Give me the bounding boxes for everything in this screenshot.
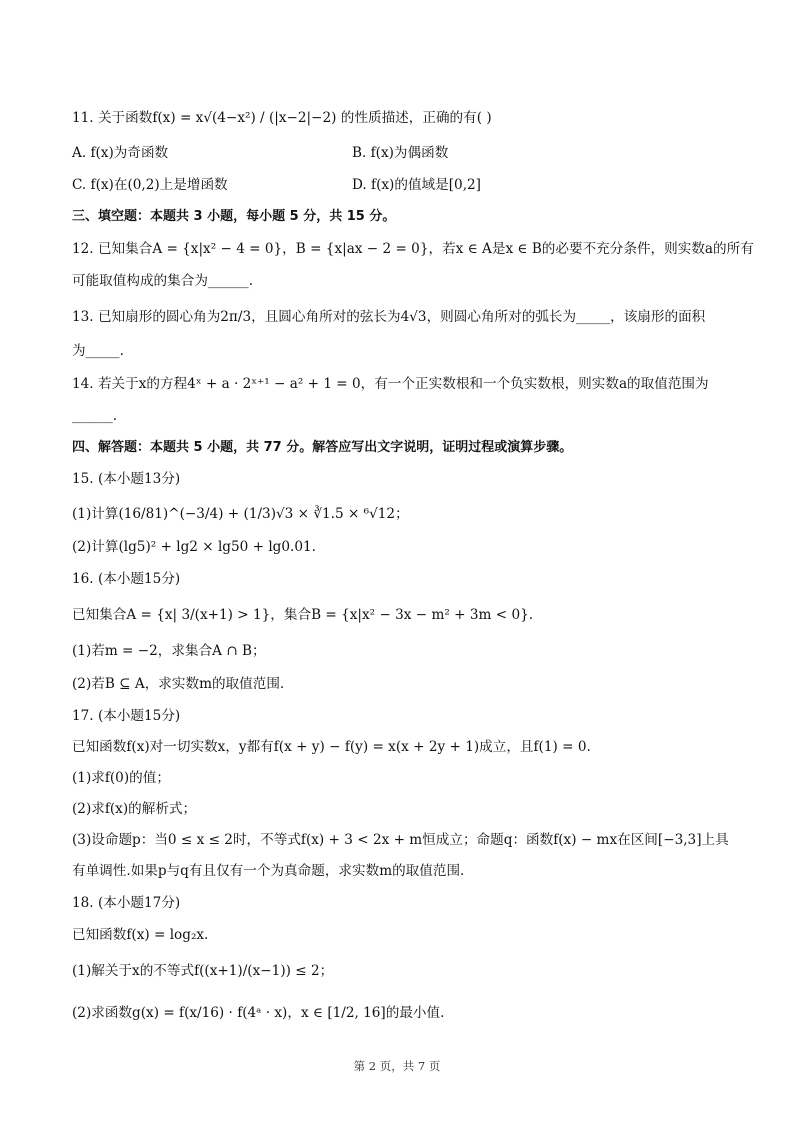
q11-option-c: C. f(x)在(0,2)上是增函数 (72, 177, 228, 193)
q14-line-2: ______. (72, 408, 118, 424)
q13-line-1: 13. 已知扇形的圆心角为2π/3，且圆心角所对的弦长为4√3，则圆心角所对的弧长为_____，该扇形的面积 (72, 309, 706, 325)
q11-option-b: B. f(x)为偶函数 (352, 145, 449, 161)
q17-part-1: (1)求f(0)的值； (72, 770, 170, 786)
q17-part-3b: 有单调性.如果p与q有且仅有一个为真命题，求实数m的取值范围. (72, 863, 465, 879)
q15-part-1: (1)计算(16/81)^(−3/4) + (1/3)√3 × ∛1.5 × ⁶√12； (72, 506, 409, 522)
q15-header: 15. (本小题13分) (72, 471, 181, 487)
page-footer: 第 2 页，共 7 页 (353, 1059, 441, 1073)
q11-option-d: D. f(x)的值域是[0,2] (352, 177, 481, 193)
q17-part-3a: (3)设命题p：当0 ≤ x ≤ 2时，不等式f(x) + 3 < 2x + m恒成立；命题q：函数f(x) − mx在区间[−3,3]上具 (72, 832, 729, 848)
q16-given: 已知集合A = {x| 3/(x+1) > 1}，集合B = {x|x² − 3x − m² + 3m < 0}. (72, 607, 534, 623)
section-3-title: 三、填空题：本题共 3 小题，每小题 5 分，共 15 分。 (72, 209, 396, 224)
q12-line-1: 12. 已知集合A = {x|x² − 4 = 0}，B = {x|ax − 2 = 0}，若x ∈ A是x ∈ B的必要不充分条件，则实数a的所有 (72, 241, 754, 257)
q18-part-1: (1)解关于x的不等式f((x+1)/(x−1)) ≤ 2； (72, 963, 334, 979)
q11-option-a: A. f(x)为奇函数 (72, 145, 169, 161)
q14-line-1: 14. 若关于x的方程4ˣ + a · 2ˣ⁺¹ − a² + 1 = 0，有一个正实数根和一个负实数根，则实数a的取值范围为 (72, 376, 709, 392)
q18-header: 18. (本小题17分) (72, 895, 181, 911)
q16-header: 16. (本小题15分) (72, 571, 181, 587)
q13-line-2: 为_____. (72, 343, 124, 359)
q17-header: 17. (本小题15分) (72, 708, 181, 724)
q18-part-2: (2)求函数g(x) = f(x/16) · f(4ᵃ · x)，x ∈ [1/2, 16]的最小值. (72, 1005, 445, 1021)
q12-line-2: 可能取值构成的集合为______. (72, 273, 254, 289)
section-4-title: 四、解答题：本题共 5 小题，共 77 分。解答应写出文字说明，证明过程或演算步骤。 (72, 440, 573, 455)
q17-given: 已知函数f(x)对一切实数x，y都有f(x + y) − f(y) = x(x + 2y + 1)成立，且f(1) = 0. (72, 739, 591, 755)
q15-part-2: (2)计算(lg5)² + lg2 × lg50 + lg0.01. (72, 539, 316, 555)
q16-part-1: (1)若m = −2，求集合A ∩ B； (72, 643, 266, 659)
q18-given: 已知函数f(x) = log₂x. (72, 927, 209, 943)
q11-stem: 11. 关于函数f(x) = x√(4−x²) / (|x−2|−2) 的性质描述，正确的有( ) (72, 110, 492, 126)
q16-part-2: (2)若B ⊆ A，求实数m的取值范围. (72, 676, 285, 692)
q17-part-2: (2)求f(x)的解析式； (72, 801, 197, 817)
